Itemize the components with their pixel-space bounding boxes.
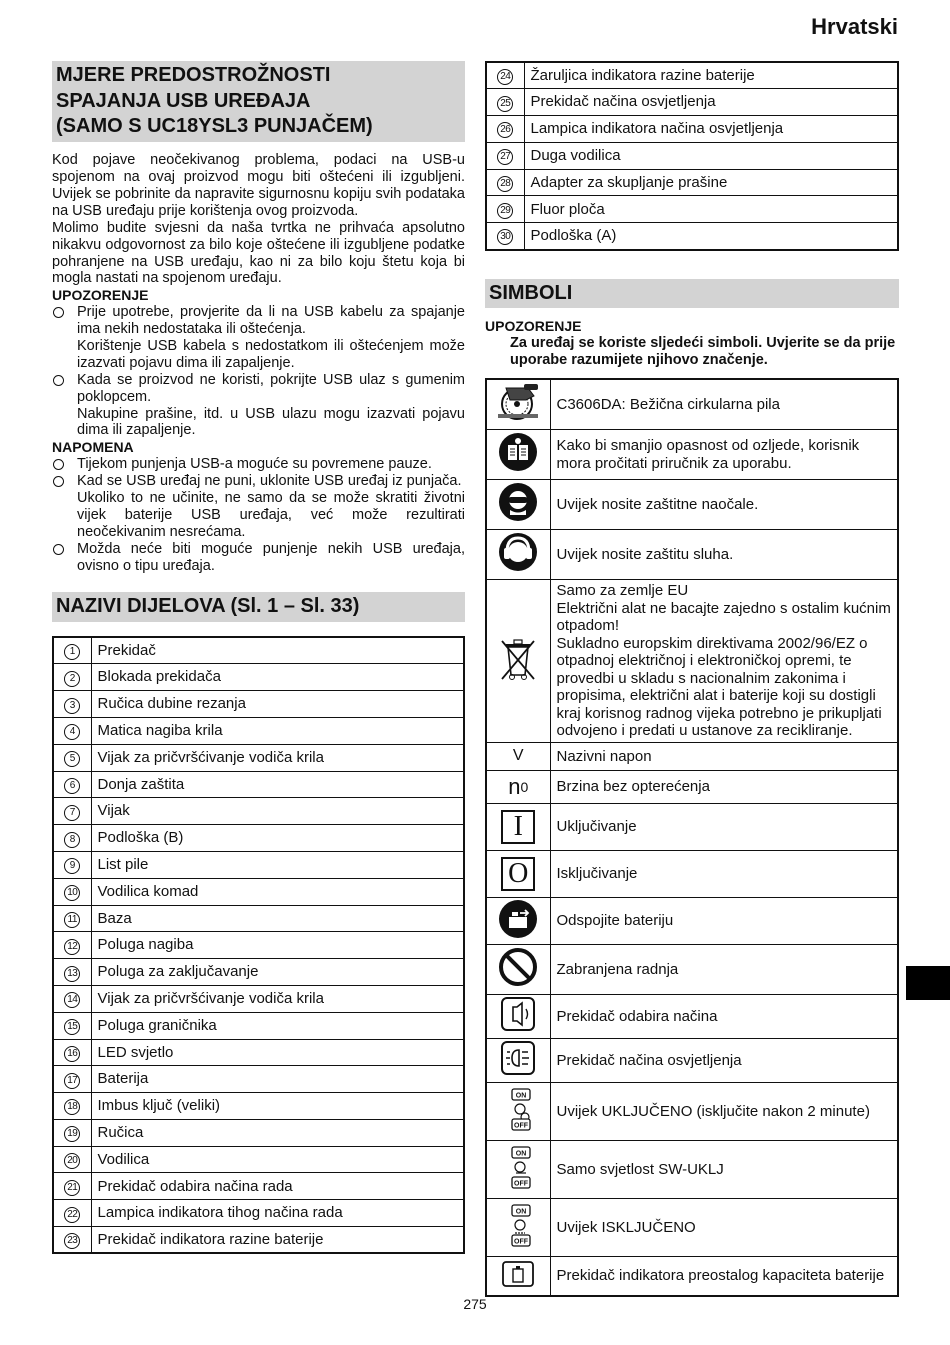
part-number-cell — [486, 142, 524, 169]
part-name: LED svjetlo — [91, 1039, 464, 1066]
no-load-speed-symbol — [508, 774, 528, 800]
prohibited-icon — [497, 946, 539, 988]
part-number: 6 — [64, 778, 80, 794]
right-column — [485, 61, 899, 1297]
note-text: Kad se USB uređaj ne puni, uklonite USB uređaj iz punjača. — [77, 472, 462, 489]
part-name: Vijak za pričvršćivanje vodiča krila — [91, 985, 464, 1012]
parts-section-title: NAZIVI DIJELOVA (Sl. 1 – Sl. 33) — [52, 592, 465, 622]
switch-off-icon: O — [501, 857, 535, 891]
part-number-cell — [486, 89, 524, 116]
symbol-row — [486, 480, 898, 530]
usb-title-line1: MJERE PREDOSTROŽNOSTI — [56, 64, 331, 86]
left-column — [52, 61, 465, 1254]
parts-row — [53, 905, 464, 932]
part-name: Prekidač — [91, 637, 464, 664]
part-number: 15 — [64, 1019, 80, 1035]
part-number: 24 — [497, 69, 513, 85]
parts-table-right — [485, 61, 899, 251]
part-name: Ručica — [91, 1119, 464, 1146]
part-name: Imbus ključ (veliki) — [91, 1093, 464, 1120]
symbol-glyph: V — [512, 747, 524, 765]
part-name: Lampica indikatora tihog načina rada — [91, 1200, 464, 1227]
parts-row — [53, 1039, 464, 1066]
symbol-row — [486, 770, 898, 803]
symbol-text: Isključivanje — [550, 850, 898, 897]
note-item — [52, 456, 465, 473]
ear-protection-icon — [498, 532, 538, 572]
battery-indicator-icon — [500, 1259, 536, 1289]
note-detail: Ukoliko to ne učinite, ne samo da se može skratiti životni vijek baterije USB uređaja, već može rezultirati neočekivanim nesrećama. — [77, 489, 465, 540]
symbol-text: Odspojite bateriju — [550, 897, 898, 944]
parts-row — [53, 771, 464, 798]
part-number: 21 — [64, 1180, 80, 1196]
switch-on-icon: I — [501, 810, 535, 844]
parts-table-left — [52, 636, 465, 1254]
part-number: 5 — [64, 751, 80, 767]
part-name: Podloška (B) — [91, 825, 464, 852]
part-name: Fluor ploča — [524, 196, 898, 223]
part-number: 9 — [64, 858, 80, 874]
symbol-glyph-sub: 0 — [520, 778, 529, 795]
part-name: Poluga nagiba — [91, 932, 464, 959]
usb-title-line3: (SAMO S UC18YSL3 PUNJAČEM) — [56, 115, 373, 138]
part-name: Blokada prekidača — [91, 664, 464, 691]
usb-note-list — [52, 456, 465, 575]
parts-row — [53, 1012, 464, 1039]
part-name: Prekidač odabira načina rada — [91, 1173, 464, 1200]
symbol-row — [486, 379, 898, 429]
parts-row — [53, 932, 464, 959]
symbol-icon-cell — [486, 1082, 550, 1140]
part-number-cell — [486, 169, 524, 196]
symbol-icon-cell — [486, 850, 550, 897]
symbol-icon-cell — [486, 580, 550, 743]
symbol-row — [486, 944, 898, 994]
parts-row — [53, 664, 464, 691]
part-number-cell — [53, 851, 91, 878]
parts-row — [53, 1146, 464, 1173]
parts-row — [53, 717, 464, 744]
part-number: 20 — [64, 1153, 80, 1169]
part-number-cell — [53, 932, 91, 959]
part-number: 13 — [64, 966, 80, 982]
part-number-cell — [53, 717, 91, 744]
symbol-row — [486, 742, 898, 770]
part-number-cell — [53, 1200, 91, 1227]
parts-row — [486, 62, 898, 89]
part-name: Adapter za skupljanje prašine — [524, 169, 898, 196]
symbol-icon-cell — [486, 1198, 550, 1256]
parts-row — [53, 985, 464, 1012]
part-number-cell — [53, 959, 91, 986]
symbol-text: Kako bi smanjio opasnost od ozljede, korisnik mora pročitati priručnik za uporabu. — [550, 430, 898, 480]
symbol-text: Samo svjetlost SW-UKLJ — [550, 1140, 898, 1198]
symbol-icon-cell — [486, 1140, 550, 1198]
part-number-cell — [53, 878, 91, 905]
part-number-cell — [53, 1012, 91, 1039]
part-number: 17 — [64, 1073, 80, 1089]
symbol-icon-cell — [486, 742, 550, 770]
note-item — [52, 473, 465, 541]
parts-row — [53, 744, 464, 771]
light-sw-on-icon — [496, 1143, 540, 1191]
part-number-cell — [53, 1146, 91, 1173]
symbol-icon-cell — [486, 994, 550, 1038]
part-name: Baza — [91, 905, 464, 932]
part-number: 25 — [497, 96, 513, 112]
symbol-icon-cell — [486, 480, 550, 530]
part-name: Duga vodilica — [524, 142, 898, 169]
part-name: Žaruljica indikatora razine baterije — [524, 62, 898, 89]
note-text: Možda neće biti moguće punjenje nekih USB uređaja, ovisno o tipu uređaja. — [77, 540, 465, 574]
usb-title-line2: SPAJANJA USB UREĐAJA — [56, 89, 311, 112]
disconnect-battery-icon — [498, 899, 538, 939]
parts-row — [53, 691, 464, 718]
svg-text:ON: ON — [516, 1150, 527, 1158]
symbol-row — [486, 1038, 898, 1082]
part-name: Donja zaštita — [91, 771, 464, 798]
svg-text:ON: ON — [516, 1208, 527, 1216]
page-number: 275 — [463, 1296, 487, 1312]
symbol-text: Nazivni napon — [550, 742, 898, 770]
safety-glasses-icon — [498, 482, 538, 522]
part-number-cell — [53, 905, 91, 932]
parts-row — [53, 825, 464, 852]
symbol-icon-cell — [486, 897, 550, 944]
part-number: 28 — [497, 176, 513, 192]
parts-row — [53, 851, 464, 878]
symbol-text: Uvijek nosite zaštitne naočale. — [550, 480, 898, 530]
part-number-cell — [53, 1093, 91, 1120]
parts-row — [53, 1173, 464, 1200]
symbol-text: Brzina bez opterećenja — [550, 770, 898, 803]
part-number: 1 — [64, 644, 80, 660]
warning-detail: Nakupine prašine, itd. u USB ulazu mogu izazvati pojavu dima ili zapaljenje. — [77, 405, 465, 439]
symbol-text: Uključivanje — [550, 803, 898, 850]
symbol-row — [486, 850, 898, 897]
part-number: 11 — [64, 912, 80, 928]
warning-detail: Korištenje USB kabela s nedostatkom ili oštećenjem može izazvati pojavu dima ili zapaljenje. — [77, 337, 465, 371]
part-number-cell — [53, 1119, 91, 1146]
parts-row — [53, 1119, 464, 1146]
part-number-cell — [53, 1173, 91, 1200]
parts-row — [486, 116, 898, 143]
parts-row — [53, 798, 464, 825]
part-number: 18 — [64, 1099, 80, 1115]
usb-section-title — [52, 61, 465, 142]
symbol-text: Uvijek ISKLJUČENO — [550, 1198, 898, 1256]
symbol-row — [486, 1082, 898, 1140]
part-number-cell — [53, 637, 91, 664]
part-number-cell — [486, 116, 524, 143]
svg-text:OFF: OFF — [514, 1238, 529, 1246]
part-name: Prekidač načina osvjetljenja — [524, 89, 898, 116]
parts-row — [53, 959, 464, 986]
part-name: Lampica indikatora načina osvjetljenja — [524, 116, 898, 143]
part-number: 26 — [497, 122, 513, 138]
parts-row — [53, 1200, 464, 1227]
usb-warning-label: UPOZORENJE — [52, 287, 149, 304]
part-number-cell — [53, 825, 91, 852]
symbol-text: Uvijek UKLJUČENO (isključite nakon 2 minute) — [550, 1082, 898, 1140]
part-name: Poluga graničnika — [91, 1012, 464, 1039]
part-name: Vodilica — [91, 1146, 464, 1173]
parts-row — [486, 89, 898, 116]
light-off-icon — [496, 1201, 540, 1249]
symbols-section-title: SIMBOLI — [485, 279, 899, 309]
part-number-cell — [486, 223, 524, 250]
symbol-glyph: n — [508, 774, 521, 800]
part-number: 19 — [64, 1126, 80, 1142]
part-number: 10 — [64, 885, 80, 901]
symbol-row — [486, 1198, 898, 1256]
symbol-row — [486, 1256, 898, 1296]
symbol-icon-cell — [486, 944, 550, 994]
symbol-icon-cell — [486, 1038, 550, 1082]
part-number: 2 — [64, 671, 80, 687]
voltage-symbol — [513, 747, 524, 766]
part-number-cell — [53, 1227, 91, 1254]
light-on-timer-icon — [496, 1085, 540, 1133]
part-name: Prekidač indikatora razine baterije — [91, 1227, 464, 1254]
usb-note-label: NAPOMENA — [52, 439, 134, 456]
symbol-icon-cell — [486, 379, 550, 429]
part-name: Poluga za zaključavanje — [91, 959, 464, 986]
part-number-cell — [53, 664, 91, 691]
symbol-text: Prekidač načina osvjetljenja — [550, 1038, 898, 1082]
part-number-cell — [53, 771, 91, 798]
part-name: Ručica dubine rezanja — [91, 691, 464, 718]
read-manual-icon — [498, 432, 538, 472]
parts-row — [486, 223, 898, 250]
usb-intro-1: Kod pojave neočekivanog problema, podaci na USB-u spojenom na ovaj proizvod mogu biti oštećeni ili izgubljeni. Uvijek se pobrinite da napravite sigurnosnu kopiju svih podataka na USB uređaju prije korištenja ovog proizvoda. — [52, 151, 465, 219]
part-number: 8 — [64, 832, 80, 848]
part-number: 30 — [497, 229, 513, 245]
part-number-cell — [486, 62, 524, 89]
note-item — [52, 541, 465, 575]
symbols-warning-label: UPOZORENJE — [485, 318, 582, 335]
symbol-icon-cell — [486, 1256, 550, 1296]
part-number-cell — [53, 691, 91, 718]
parts-row — [53, 637, 464, 664]
part-name: Matica nagiba krila — [91, 717, 464, 744]
section-tab-marker — [906, 966, 950, 1000]
parts-row — [53, 1093, 464, 1120]
symbol-row — [486, 897, 898, 944]
part-number: 22 — [64, 1207, 80, 1223]
parts-row — [486, 169, 898, 196]
part-number-cell — [53, 985, 91, 1012]
part-number: 4 — [64, 724, 80, 740]
svg-text:ON: ON — [516, 1092, 527, 1100]
symbol-row — [486, 803, 898, 850]
symbol-text: Prekidač odabira načina — [550, 994, 898, 1038]
part-number: 23 — [64, 1233, 80, 1249]
symbol-icon-cell — [486, 530, 550, 580]
svg-text:OFF: OFF — [514, 1180, 529, 1188]
part-number-cell — [53, 1039, 91, 1066]
warning-item — [52, 304, 465, 372]
part-name: Vodilica komad — [91, 878, 464, 905]
part-number: 16 — [64, 1046, 80, 1062]
symbol-row — [486, 580, 898, 743]
part-name: Podloška (A) — [524, 223, 898, 250]
part-name: Baterija — [91, 1066, 464, 1093]
symbols-table — [485, 378, 899, 1297]
part-number: 3 — [64, 698, 80, 714]
part-name: List pile — [91, 851, 464, 878]
part-number-cell — [53, 744, 91, 771]
part-number: 14 — [64, 992, 80, 1008]
svg-text:OFF: OFF — [514, 1122, 529, 1130]
warning-text: Kada se proizvod ne koristi, pokrijte USB ulaz s gumenim poklopcem. — [77, 371, 465, 405]
symbol-row — [486, 994, 898, 1038]
symbol-text: C3606DA: Bežična cirkularna pila — [550, 379, 898, 429]
part-name: Vijak — [91, 798, 464, 825]
part-number-cell — [486, 196, 524, 223]
warning-text: Prije upotrebe, provjerite da li na USB kabelu za spajanje ima nekih nedostataka ili oštećenja. — [77, 303, 465, 337]
symbol-text: Zabranjena radnja — [550, 944, 898, 994]
parts-row — [486, 196, 898, 223]
symbol-text: Uvijek nosite zaštitu sluha. — [550, 530, 898, 580]
parts-row — [486, 142, 898, 169]
symbol-icon-cell — [486, 803, 550, 850]
part-number-cell — [53, 1066, 91, 1093]
symbols-intro: Za uređaj se koriste sljedeći simboli. Uvjerite se da prije uporabe razumijete njihovo značenje. — [510, 334, 896, 368]
part-number-cell — [53, 798, 91, 825]
symbol-row — [486, 530, 898, 580]
symbol-icon-cell — [486, 770, 550, 803]
warning-item — [52, 372, 465, 440]
symbol-row — [486, 1140, 898, 1198]
part-number: 29 — [497, 203, 513, 219]
light-mode-switch-icon — [499, 1039, 537, 1077]
part-name: Vijak za pričvršćivanje vodiča krila — [91, 744, 464, 771]
weee-bin-icon — [496, 635, 540, 683]
symbol-text: Samo za zemlje EU Električni alat ne bacajte zajedno s ostalim kućnim otpadom! Sukladno europskim direktivama 2002/96/EZ o otpadnoj električnoj i elektroničkoj opremi, te provedbi u skladu s nacionalnim zakonima i propisima, električni alat i baterije koji su dostigli kraj korisnog radnog vijeka potrebno je prikupljati odvojeno i predati u ustanove za recikliranje. — [550, 580, 898, 743]
usb-warning-list — [52, 304, 465, 440]
part-number: 7 — [64, 805, 80, 821]
circular-saw-icon — [492, 380, 544, 424]
parts-row — [53, 1066, 464, 1093]
parts-row — [53, 878, 464, 905]
note-text: Tijekom punjenja USB-a moguće su povremene pauze. — [77, 455, 432, 472]
usb-intro-2: Molimo budite svjesni da naša tvrtka ne prihvaća apsolutno nikakvu odgovornost za bilo koje oštećene ili izgubljene podatke pohranjene na USB uređaju, kao ni za bilo koju štetu koja bi mogla nastati na spojenom uređaju. — [52, 219, 465, 287]
part-number: 12 — [64, 939, 80, 955]
symbol-text: Prekidač indikatora preostalog kapaciteta baterije — [550, 1256, 898, 1296]
parts-row — [53, 1227, 464, 1254]
symbol-icon-cell — [486, 430, 550, 480]
symbol-row — [486, 430, 898, 480]
language-label: Hrvatski — [811, 14, 898, 39]
mode-switch-icon — [499, 995, 537, 1033]
part-number: 27 — [497, 149, 513, 165]
